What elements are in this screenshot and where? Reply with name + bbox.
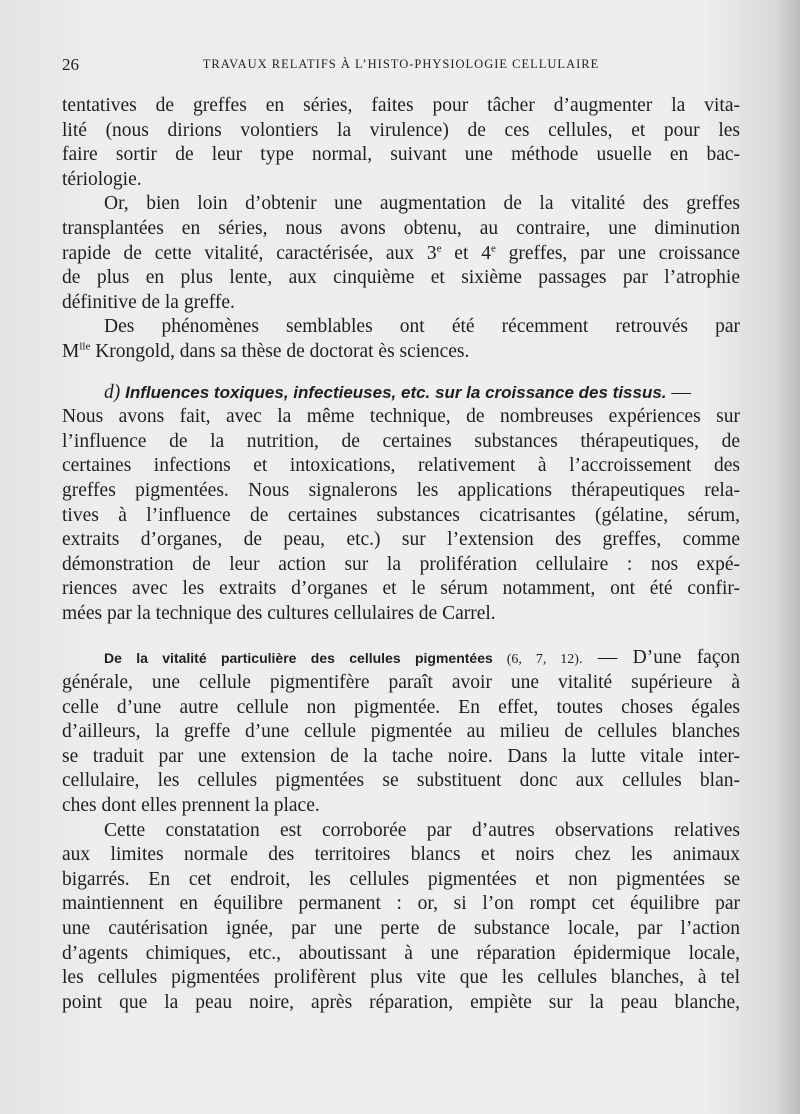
text-line: Cette constatation est corroborée par d’autres observations relatives bbox=[104, 819, 740, 841]
text-line: générale, une cellule pigmentifère paraît avoir une vitalité supérieure à bbox=[62, 672, 740, 694]
paragraph bbox=[62, 94, 740, 192]
section-vitalite bbox=[62, 646, 740, 818]
paragraph bbox=[62, 315, 740, 364]
text-line: l’influence de la nutrition, de certaines substances thérapeutiques, de bbox=[62, 430, 740, 452]
section-dash: — bbox=[666, 381, 691, 403]
text-fragment: Krongold, dans sa thèse de doctorat ès sciences. bbox=[90, 340, 470, 362]
page-number: 26 bbox=[62, 55, 79, 74]
text-line: une cautérisation ignée, par une perte de substance locale, par l’action bbox=[62, 918, 740, 939]
text-line: démonstration de leur action sur la prolifération cellulaire : nos expé- bbox=[62, 553, 740, 575]
text-line: Or, bien loin d’obtenir une augmentation de la vitalité des greffes bbox=[104, 193, 740, 215]
text-line: celle d’une autre cellule non pigmentée. En effet, toutes choses égales bbox=[62, 696, 740, 718]
section-heading bbox=[62, 646, 740, 671]
spacer bbox=[62, 626, 740, 646]
superscript: lle bbox=[79, 340, 91, 353]
text-line bbox=[62, 242, 740, 267]
text-line: d’agents chimiques, etc., aboutissant à une réparation épidermique locale, bbox=[62, 942, 740, 964]
section-title: Influences toxiques, infectieuses, etc. sur la croissance des tissus. bbox=[125, 382, 667, 402]
text-line: certaines infections et intoxications, relativement à l’accroissement des bbox=[62, 455, 740, 477]
text-line: les cellules pigmentées prolifèrent plus vite que les cellules blanches, à tel bbox=[62, 967, 740, 989]
spacer bbox=[62, 365, 740, 381]
running-title: TRAVAUX RELATIFS À L’HISTO-PHYSIOLOGIE CELLULAIRE bbox=[202, 57, 600, 71]
text-line: faire sortir de leur type normal, suivant une méthode usuelle en bac- bbox=[62, 144, 740, 166]
text-line: Des phénomènes semblables ont été récemment retrouvés par bbox=[104, 316, 740, 338]
section-heading bbox=[62, 381, 740, 406]
superscript: e bbox=[436, 242, 442, 255]
text-line: se traduit par une extension de la tache noire. Dans la lutte vitale inter- bbox=[62, 745, 740, 767]
text-line: extraits d’organes, de peau, etc.) sur l’extension des greffes, comme bbox=[62, 529, 740, 551]
text-fragment: et 4 bbox=[441, 242, 491, 264]
page-header bbox=[62, 55, 740, 79]
text-line: lité (nous dirions volontiers la virulence) de ces cellules, et pour les bbox=[62, 119, 740, 141]
text-line: bigarrés. En cet endroit, les cellules pigmentées et non pigmentées se bbox=[62, 868, 740, 890]
text-line: tentatives de greffes en séries, faites pour tâcher d’augmenter la vita- bbox=[62, 95, 740, 116]
references: (6, 7, 12). bbox=[492, 652, 583, 668]
text-fragment: greffes, par une croissance bbox=[495, 242, 741, 264]
text-line: tériologie. bbox=[62, 168, 142, 190]
text-line bbox=[62, 340, 740, 365]
text-line: ches dont elles prennent la place. bbox=[62, 795, 320, 817]
text-line bbox=[62, 266, 740, 291]
text-line: riences avec les extraits d’organes et le sérum notamment, ont été confir- bbox=[62, 578, 740, 600]
text-line: Nous avons fait, avec la même technique, de nombreuses expériences sur bbox=[62, 406, 740, 428]
text-line: maintiennent en équilibre permanent : or, si l’on rompt cet équilibre par bbox=[62, 893, 740, 915]
text-line: définitive de la greffe. bbox=[62, 291, 235, 313]
text-line: aux limites normale des territoires blancs et noirs chez les animaux bbox=[62, 844, 740, 866]
text-line: cellulaire, les cellules pigmentées se substituent donc aux cellules blan- bbox=[62, 770, 740, 792]
paragraph bbox=[62, 819, 740, 1016]
text-fragment: rapide de cette vitalité, caractérisée, aux 3 bbox=[62, 242, 437, 264]
superscript: e bbox=[490, 242, 496, 255]
section-title: De la vitalité particulière des cellules pigmentées bbox=[104, 650, 493, 667]
text-fragment: de bbox=[62, 267, 97, 289]
page-body bbox=[62, 94, 740, 1015]
paragraph bbox=[62, 192, 740, 315]
section-d bbox=[62, 381, 740, 627]
text-line: greffes pigmentées. Nous signalerons les applications thérapeutiques rela- bbox=[62, 479, 740, 501]
text-line: point que la peau noire, après réparation, empiète sur la peau blanche, bbox=[62, 991, 740, 1013]
text-line: mées par la technique des cultures cellulaires de Carrel. bbox=[62, 602, 496, 624]
text-fragment: plus en plus lente, aux cinquième et sixième passages par l’atrophie bbox=[96, 267, 741, 289]
section-letter: d) bbox=[104, 381, 121, 403]
text-line: tives à l’influence de certaines substances cicatrisantes (gélatine, sérum, bbox=[62, 504, 740, 526]
text-fragment: — D’une façon bbox=[582, 647, 740, 669]
text-line: d’ailleurs, la greffe d’une cellule pigmentée au milieu de cellules blanches bbox=[62, 721, 740, 743]
text-fragment: M bbox=[62, 340, 80, 362]
text-line: transplantées en séries, nous avons obtenu, au contraire, une diminution bbox=[62, 217, 740, 239]
